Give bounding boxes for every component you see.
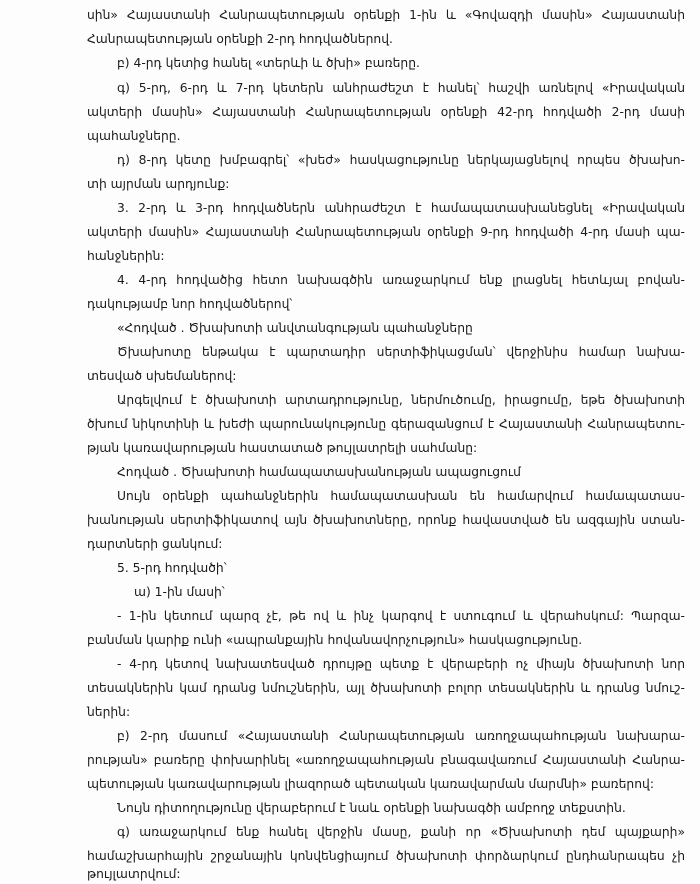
list-item: - 4-րդ կետով նախատեսված դրույթը պետք է վերաբերի ոչ միայն ծխախոտի նոր: [117, 657, 685, 671]
list-item: բ) 2-րդ մասում «Հայաստանի Հանրապետության առողջապահության նախարա-: [117, 729, 685, 743]
list-item: - 1-ին կետում պարզ չէ, թե ով և ինչ կարգով է ստուգում և վերահսկում: Պարզա-: [117, 609, 685, 623]
text-line: ներին:: [87, 705, 131, 719]
text-line: ակտերի մասին» Հայաստանի Հանրապետության օրենքի 9-րդ հոդվածի 4-րդ մասի պա-: [87, 225, 685, 239]
text-line: Սույն օրենքի պահանջներին համապատասխան են համարվում համապատաս-: [117, 489, 685, 503]
text-line: տի այրման արդյունք:: [87, 177, 230, 191]
text-line: պահանջները.: [87, 129, 181, 143]
section-item: 3. 2-րդ և 3-րդ հոդվածներն անհրաժեշտ է համապատասխանեցնել «Իրավական: [117, 201, 685, 215]
text-line: խանության սերտիֆիկատով այն ծխախոտները, որոնք հավաստված են ազգային ստան-: [87, 513, 685, 527]
article-heading: «Հոդված . Ծխախոտի անվտանգության պահանջները: [117, 321, 473, 335]
text-line: ակտերի մասին» Հայաստանի Հանրապետության օրենքի 42-րդ հոդվածի 2-րդ մասի: [87, 105, 685, 119]
text-line: Նույն դիտողությունը վերաբերում է նաև օրենքի նախագծի ամբողջ տեքստին.: [117, 801, 626, 815]
text-line: բանման կարիք ունի «ապրանքային հովանավորչություն» հասկացությունը.: [87, 633, 583, 647]
text-line: Ծխախոտը ենթակա է պարտադիր սերտիֆիկացման՝ վերջինիս համար նախա-: [117, 345, 685, 359]
text-line: Արգելվում է ծխախոտի արտադրությունը, ներմուծումը, իրացումը, եթե ծխախոտի: [117, 393, 685, 407]
text-line: պետության կառավարության լիազորած պետական կառավարման մարմնի» բառերով:: [87, 777, 654, 791]
text-line: րության» բառերը փոխարինել «առողջապահության բնագավառում Հայաստանի Հանրա-: [87, 753, 685, 767]
section-item: 4. 4-րդ հոդվածից հետո նախագծին առաջարկում ենք լրացնել հետևյալ բովան-: [117, 273, 685, 287]
text-line: ծխում նիկոտինի և խեժի պարունակությունը գերազանցում է Հայաստանի Հանրապետու-: [87, 417, 685, 431]
section-item: 5. 5-րդ հոդվածի՝: [117, 561, 227, 575]
text-line: դակությամբ նոր հոդվածներով՝: [87, 297, 293, 311]
list-item: ա) 1-ին մասի՝: [134, 585, 225, 599]
text-line: սին» Հայաստանի Հանրապետության օրենքի 1-ին և «Գովազդի մասին» Հայաստանի: [87, 8, 685, 22]
text-line: հանջներին:: [87, 249, 165, 263]
text-line: թյան կառավարության հաստատած թույլատրելի սահմանը:: [87, 441, 478, 455]
article-heading: Հոդված . Ծխախոտի համապատասխանության ապացուցում: [117, 465, 521, 479]
text-line: թույլատրվում:: [87, 867, 181, 881]
text-line: համաշխարհային շրջանային կոնվենցիայում ծխախոտի փորձարկում ընդհանրապես չի: [87, 849, 685, 863]
text-line: տեսված սխեմաներով:: [87, 369, 237, 383]
list-item: գ) առաջարկում ենք հանել վերջին մասը, քանի որ «Ծխախոտի դեմ պայքարի»: [117, 825, 685, 839]
list-item: գ) 5-րդ, 6-րդ և 7-րդ կետերն անհրաժեշտ է հանել՝ հաշվի առնելով «Իրավական: [117, 81, 685, 95]
list-item: դ) 8-րդ կետը խմբագրել՝ «խեժ» հասկացությունը ներկայացնելով որպես ծխախո-: [117, 153, 685, 167]
text-line: տեսակներին կամ դրանց նմուշներին, այլ ծխախոտի բոլոր տեսակներին և դրանց նմուշ-: [87, 681, 685, 695]
list-item: բ) 4-րդ կետից հանել «տերևի և ծխի» բառերը.: [117, 56, 420, 70]
text-line: դարտների ցանկում:: [87, 537, 223, 551]
text-line: Հանրապետության օրենքի 2-րդ հոդվածներով.: [87, 32, 393, 46]
